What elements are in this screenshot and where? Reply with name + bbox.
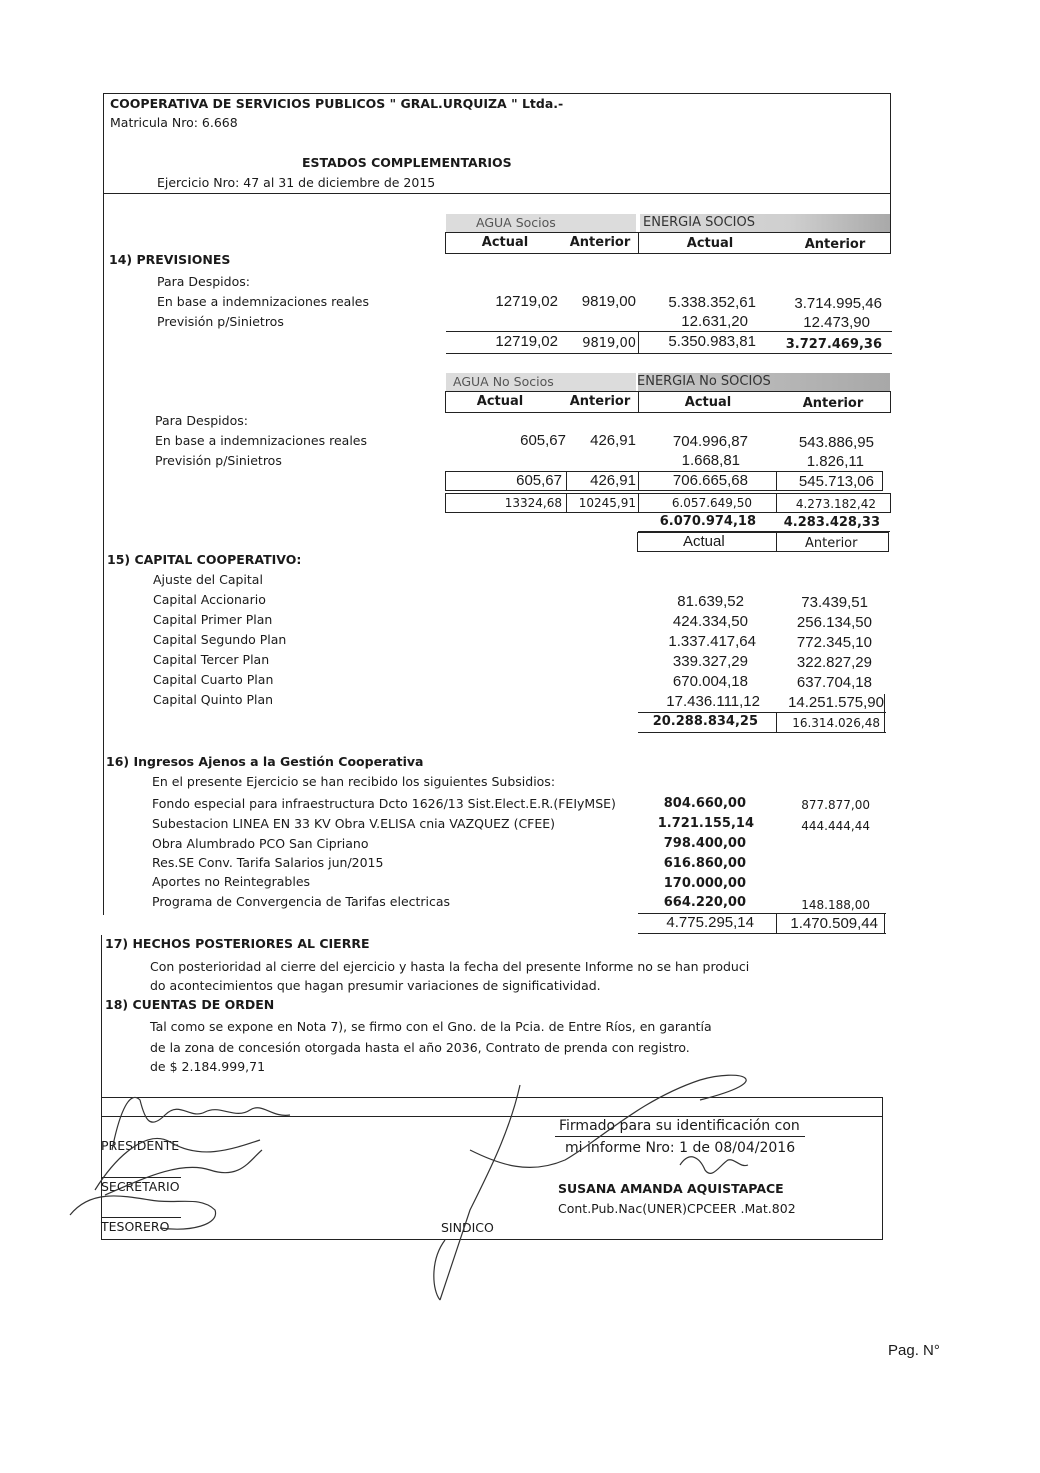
value: 9819,00 (582, 336, 636, 351)
s18-line2: de la zona de concesión otorgada hasta el año 2036, Contrato de prenda con registro. (150, 1040, 690, 1055)
value: 4.273.182,42 (795, 497, 876, 511)
page-number: Pag. N° (888, 1342, 940, 1359)
grand-total: 6.070.974,18 (659, 514, 756, 529)
value: 605,67 (520, 432, 566, 449)
capital-total-anterior: 16.314.026,48 (792, 716, 880, 730)
value: 10245,91 (578, 496, 636, 510)
value: 3.727.469,36 (785, 337, 882, 352)
page-title: ESTADOS COMPLEMENTARIOS (302, 155, 512, 170)
capital-anterior: 637.704,18 (796, 674, 872, 691)
subsidio-label: Aportes no Reintegrables (152, 874, 311, 889)
sindico-label: SINDICO (441, 1220, 494, 1235)
subsidio-label: Programa de Convergencia de Tarifas electricas (152, 894, 451, 909)
energia-socios-header: ENERGIA SOCIOS (643, 215, 755, 230)
matricula: Matricula Nro: 6.668 (110, 115, 238, 130)
capital-actual: 81.639,52 (677, 593, 744, 610)
agua-no-socios-header: AGUA No Socios (453, 374, 554, 389)
tesorero-signature (70, 1196, 216, 1229)
capital-head-anterior: Anterior (805, 536, 858, 551)
siniestros-label: Previsión p/Sinietros (155, 453, 282, 468)
subsidio-actual: 804.660,00 (663, 796, 746, 811)
s17-title: 17) HECHOS POSTERIORES AL CIERRE (105, 936, 370, 951)
subsidio-actual: 798.400,00 (663, 836, 746, 851)
ejercicio: Ejercicio Nro: 47 al 31 de diciembre de 2015 (157, 175, 436, 190)
col-anterior: Anterior (802, 396, 864, 411)
value: 706.665,68 (672, 472, 748, 489)
capital-actual: 424.334,50 (672, 613, 748, 630)
value: 426,91 (590, 472, 636, 489)
s18-line3: de $ 2.184.999,71 (150, 1059, 266, 1074)
grand-total: 4.283.428,33 (783, 515, 880, 530)
subsidio-label: Res.SE Conv. Tarifa Salarios jun/2015 (152, 855, 384, 870)
energia-no-socios-header: ENERGIA No SOCIOS (637, 374, 771, 389)
value: 12719,02 (495, 333, 558, 350)
presidente-signature (112, 1097, 290, 1150)
subsidio-label: Subestacion LINEA EN 33 KV Obra V.ELISA cnia VAZQUEZ (CFEE) (152, 816, 556, 831)
capital-label: Capital Segundo Plan (153, 632, 287, 647)
value: 704.996,87 (672, 433, 748, 450)
indemn-label: En base a indemnizaciones reales (157, 294, 369, 309)
capital-label: Capital Quinto Plan (153, 692, 274, 707)
value: 1.826,11 (806, 453, 864, 470)
value: 1.668,81 (681, 452, 740, 469)
col-actual: Actual (684, 395, 732, 410)
s18-title: 18) CUENTAS DE ORDEN (105, 997, 275, 1012)
capital-actual: 670.004,18 (672, 673, 748, 690)
col-actual: Actual (686, 236, 734, 251)
firmado-line2: mi informe Nro: 1 de 08/04/2016 (565, 1140, 796, 1156)
col-actual: Actual (476, 394, 524, 409)
subsidio-anterior: 148.188,00 (801, 898, 870, 912)
auditor-signature (680, 1157, 748, 1174)
tesorero-label: TESORERO (101, 1219, 170, 1234)
capital-anterior: 14.251.575,90 (788, 694, 884, 711)
value: 5.338.352,61 (668, 294, 756, 311)
value: 12.631,20 (681, 313, 748, 330)
value: 6.057.649,50 (671, 496, 752, 510)
value: 3.714.995,46 (794, 295, 882, 312)
capital-anterior: 256.134,50 (796, 614, 872, 631)
subsidio-total-anterior: 1.470.509,44 (790, 915, 878, 932)
capital-label: Ajuste del Capital (153, 572, 263, 587)
indemn-label: En base a indemnizaciones reales (155, 433, 367, 448)
agua-socios-header: AGUA Socios (476, 215, 556, 230)
subsidio-anterior: 444.444,44 (801, 819, 870, 833)
col-actual: Actual (481, 235, 529, 250)
subsidio-label: Obra Alumbrado PCO San Cipriano (152, 836, 369, 851)
value: 543.886,95 (798, 434, 874, 451)
s17-line2: do acontecimientos que hagan presumir variaciones de significatividad. (150, 978, 601, 993)
capital-anterior: 73.439,51 (801, 594, 868, 611)
para-despidos: Para Despidos: (155, 413, 248, 428)
subsidio-total-actual: 4.775.295,14 (666, 914, 754, 931)
capital-actual: 17.436.111,12 (666, 693, 760, 710)
col-anterior: Anterior (569, 394, 631, 409)
para-despidos: Para Despidos: (157, 274, 250, 289)
s16-title: 16) Ingresos Ajenos a la Gestión Cooperativa (106, 754, 424, 769)
subsidio-actual: 616.860,00 (663, 856, 746, 871)
subsidio-label: Fondo especial para infraestructura Dcto 1626/13 Sist.Elect.E.R.(FEIyMSE) (152, 796, 616, 811)
capital-head-actual: Actual (683, 533, 725, 550)
org-name: COOPERATIVA DE SERVICIOS PUBLICOS " GRAL.URQUIZA " Ltda.- (110, 96, 564, 111)
firmado-line1: Firmado para su identificación con (559, 1118, 800, 1134)
capital-label: Capital Primer Plan (153, 612, 273, 627)
subsidio-actual: 1.721.155,14 (657, 816, 754, 831)
s17-line1: Con posterioridad al cierre del ejercicio y hasta la fecha del presente Informe no se han produci (150, 959, 750, 974)
s16-intro: En el presente Ejercicio se han recibido los siguientes Subsidios: (152, 774, 556, 789)
sindico-signature (434, 1075, 746, 1300)
value: 13324,68 (504, 496, 562, 510)
s15-title: 15) CAPITAL COOPERATIVO: (107, 552, 302, 567)
capital-label: Capital Tercer Plan (153, 652, 270, 667)
secretario-signature (105, 1150, 262, 1195)
siniestros-label: Previsión p/Sinietros (157, 314, 284, 329)
secretario-label: SECRETARIO (101, 1179, 180, 1194)
s14-title: 14) PREVISIONES (109, 252, 231, 267)
presidente-label: PRESIDENTE (101, 1138, 180, 1153)
value: 9819,00 (581, 293, 636, 310)
value: 12.473,90 (803, 314, 870, 331)
s18-line1: Tal como se expone en Nota 7), se firmo con el Gno. de la Pcia. de Entre Ríos, en garantía (150, 1019, 712, 1034)
col-anterior: Anterior (569, 235, 631, 250)
capital-actual: 1.337.417,64 (668, 633, 756, 650)
value: 426,91 (590, 432, 636, 449)
capital-label: Capital Cuarto Plan (153, 672, 274, 687)
presidente-signature-2 (95, 1139, 260, 1190)
value: 5.350.983,81 (668, 333, 756, 350)
capital-anterior: 322.827,29 (796, 654, 872, 671)
subsidio-anterior: 877.877,00 (801, 798, 870, 812)
value: 12719,02 (495, 293, 558, 310)
capital-label: Capital Accionario (153, 592, 266, 607)
capital-total-actual: 20.288.834,25 (652, 714, 758, 729)
value: 545.713,06 (798, 473, 874, 490)
value: 605,67 (516, 472, 562, 489)
subsidio-actual: 664.220,00 (663, 895, 746, 910)
subsidio-actual: 170.000,00 (663, 876, 746, 891)
col-anterior: Anterior (804, 237, 866, 252)
auditor-matricula: Cont.Pub.Nac(UNER)CPCEER .Mat.802 (558, 1201, 796, 1216)
capital-actual: 339.327,29 (672, 653, 748, 670)
auditor-name: SUSANA AMANDA AQUISTAPACE (558, 1181, 784, 1196)
capital-anterior: 772.345,10 (796, 634, 872, 651)
